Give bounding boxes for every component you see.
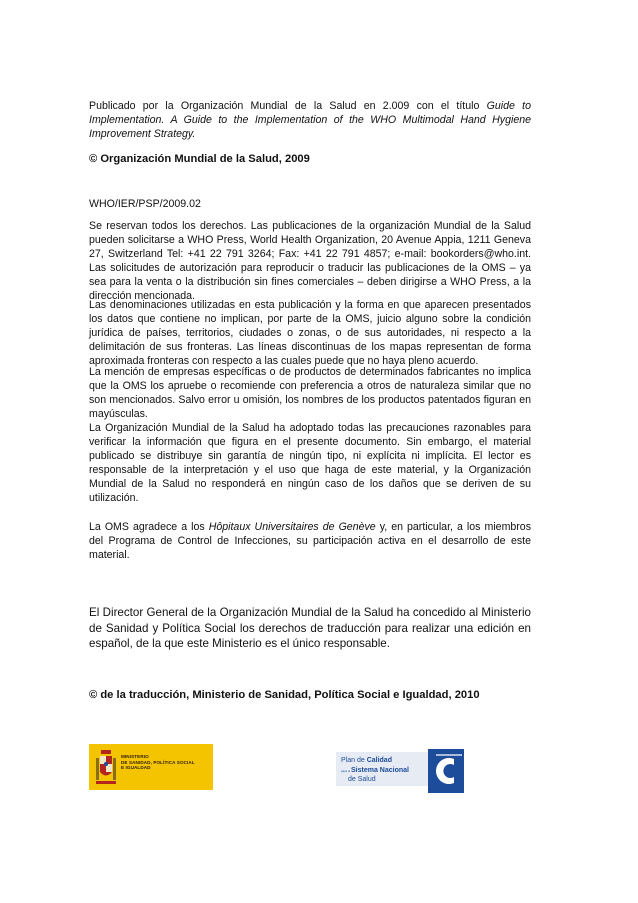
rights-paragraph: Se reservan todos los derechos. Las publicaciones de la organización Mundial de la Salud pueden solicitarse a WHO Press, World Health Organization, 20 Avenue Appia, 1211 Geneva 27, Switzerland Tel: +41 22 791 3264; Fax: +41 22 791 4857; e-mail: bookorders@who.int. Las solicitudes de autorización para reproducir o traducir las publicaciones de la OMS – ya sea para la venta o la distribución sin fines comerciales – deben dirigirse a WHO Press, a la dirección mencionada.: [89, 220, 531, 302]
document-code: WHO/IER/PSP/2009.02: [89, 198, 201, 210]
publication-notice: [89, 99, 531, 141]
ministry-logo-line1: MINISTERIO: [121, 754, 149, 759]
original-title: Guide to Implementation. A Guide to the Implementation of the WHO Multimodal Hand Hygiene Improvement Strategy.: [89, 100, 531, 140]
plan-logo-line1: Plan de Calidad: [341, 757, 392, 764]
publication-notice-text: Publicado por la Organización Mundial de la Salud en 2.009 con el título: [89, 100, 487, 112]
acknowledgement-text-end: y, en particular, a los miembros del Programa de Control de Infecciones, su participación activa en el desarrollo de este material.: [89, 521, 531, 561]
institution-name: Hôpitaux Universitaires de Genève: [208, 521, 376, 533]
ministry-logo: [89, 744, 213, 790]
plan-logo-line2: para el Sistema Nacional: [341, 767, 409, 774]
who-copyright: © Organización Mundial de la Salud, 2009: [89, 153, 310, 165]
plan-logo-line3: de Salud: [348, 776, 376, 783]
acknowledgement-text-start: La OMS agradece a los: [89, 521, 209, 533]
ministry-logo-line3: E IGUALDAD: [121, 765, 151, 771]
companies-paragraph: La mención de empresas específicas o de productos de determinados fabricantes no implica que la OMS los apruebe o recomiende con preferencia a otros de naturaleza similar que no son mencionados. Salvo error u omisión, los nombres de los productos patentados figuran en mayúsculas.: [89, 366, 531, 420]
ministry-logo-text: [121, 754, 195, 771]
coat-of-arms-icon: [95, 748, 117, 786]
precautions-paragraph: La Organización Mundial de la Salud ha adoptado todas las precauciones razonables para verificar la información que figura en el presente documento. Sin embargo, el material publicado se distribuye sin garantía de ningún tipo, ni explícita ni implícita. El lector es responsable de la interpretación y el uso que haga de este material, y la Organización Mundial de la Salud no responderá en ningún caso de los daños que se deriven de su utilización.: [89, 422, 531, 504]
denominations-paragraph: Las denominaciones utilizadas en esta publicación y la forma en que aparecen presentados los datos que contiene no implican, por parte de la OMS, juicio alguno sobre la condición jurídica de países, territorios, ciudades o zonas, o de sus autoridades, ni respecto a la delimitación de sus fronteras. Las líneas discontinuas de los mapas representan de forma aproximada fronteras con respecto a las cuales puede que no haya pleno acuerdo.: [89, 299, 531, 367]
plan-calidad-logo: [336, 749, 464, 793]
translation-copyright: © de la traducción, Ministerio de Sanidad, Política Social e Igualdad, 2010: [89, 689, 480, 701]
translation-rights-paragraph: El Director General de la Organización Mundial de la Salud ha concedido al Ministerio de Sanidad y Política Social los derechos de traducción para realizar una edición en español, de la que este Ministerio es el único responsable.: [89, 606, 531, 650]
acknowledgement-paragraph: [89, 520, 531, 562]
ministry-logo-line2: DE SANIDAD, POLÍTICA SOCIAL: [121, 759, 195, 765]
